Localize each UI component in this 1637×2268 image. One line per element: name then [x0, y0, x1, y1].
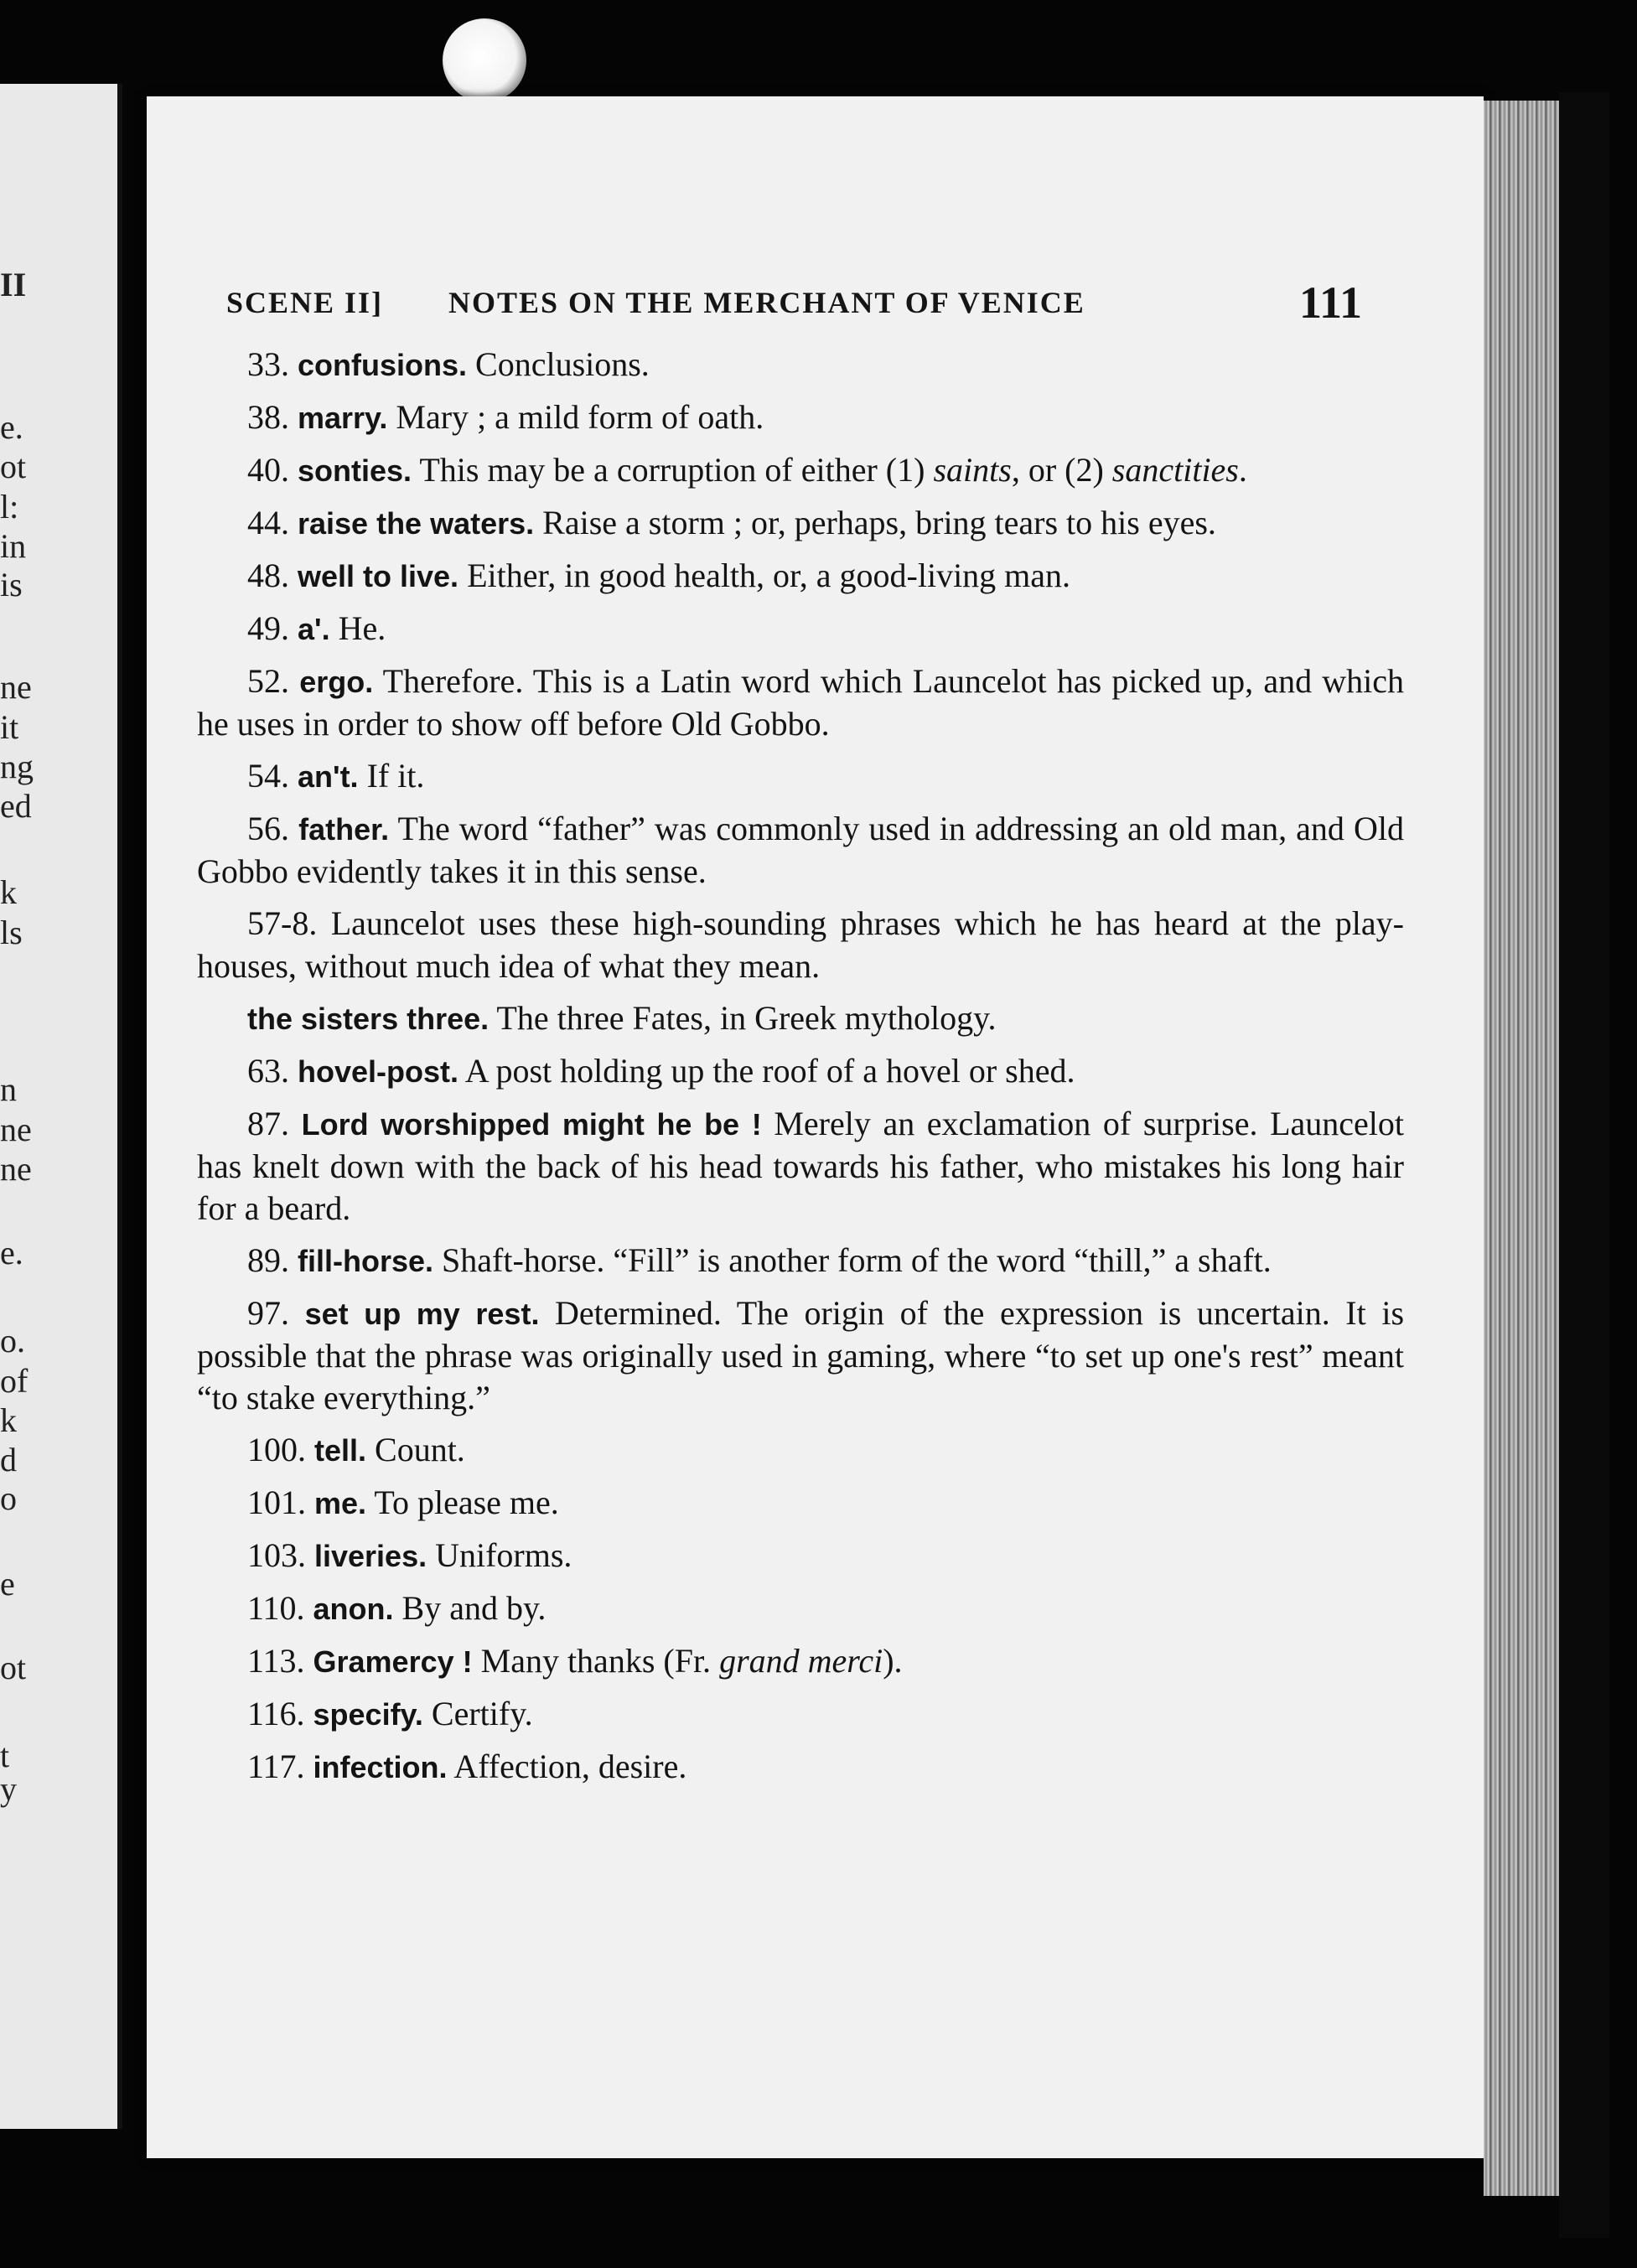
note-number: 38. — [247, 398, 289, 436]
left-fragment: k — [0, 1401, 17, 1439]
note-item — [197, 1587, 1404, 1630]
note-item — [197, 1240, 1404, 1282]
note-number: 113. — [247, 1642, 305, 1680]
note-text: Uniforms. — [427, 1536, 572, 1574]
left-fragment: ne — [0, 1150, 32, 1188]
note-italic: saints — [933, 451, 1012, 489]
note-term: specify. — [313, 1697, 423, 1732]
note-number: 97. — [247, 1294, 289, 1332]
note-term: fill-horse. — [298, 1244, 434, 1278]
note-text: Count. — [366, 1431, 465, 1468]
note-text: He. — [329, 609, 386, 647]
note-number: 116. — [247, 1695, 305, 1732]
left-fragment: ng — [0, 748, 34, 785]
note-text: Launcelot uses these high-sounding phrases which he has heard at the play-houses, without much idea of what they mean. — [197, 904, 1404, 985]
note-item — [197, 660, 1404, 745]
left-fragment: is — [0, 566, 23, 603]
note-term: Lord worshipped might he be ! — [301, 1107, 762, 1142]
page-tear-mark — [443, 18, 526, 102]
note-term: an't. — [298, 759, 359, 794]
note-item — [197, 997, 1404, 1040]
note-item — [197, 1746, 1404, 1789]
note-term: hovel-post. — [298, 1054, 459, 1089]
left-fragment: ne — [0, 1111, 32, 1148]
note-text: . — [1238, 451, 1247, 489]
running-header — [226, 277, 1442, 327]
left-fragment: ed — [0, 787, 32, 825]
note-item — [197, 502, 1404, 545]
note-number: 63. — [247, 1052, 289, 1090]
note-number: 33. — [247, 345, 289, 383]
note-text: , or (2) — [1011, 451, 1112, 489]
note-term: raise the waters. — [298, 506, 535, 541]
note-text: Many thanks (Fr. — [472, 1642, 720, 1680]
note-term: me. — [314, 1486, 367, 1520]
note-term: confusions. — [298, 348, 468, 382]
left-fragment: ne — [0, 668, 32, 706]
note-number: 101. — [247, 1484, 306, 1521]
page-number: 111 — [1299, 277, 1363, 328]
book-page — [147, 96, 1484, 2158]
left-fragment: e. — [0, 1234, 23, 1271]
note-term: Gramercy ! — [313, 1644, 473, 1679]
note-text: Conclusions. — [467, 345, 650, 383]
note-number: 49. — [247, 609, 289, 647]
note-text: The word “father” was commonly used in addressing an old man, and Old Gobbo evidently takes it in this sense. — [197, 810, 1404, 890]
note-number: 48. — [247, 557, 289, 594]
note-italic: sanctities — [1111, 451, 1239, 489]
note-number: 40. — [247, 451, 289, 489]
note-number: 117. — [247, 1748, 305, 1785]
note-text: Either, in good health, or, a good-living man. — [458, 557, 1071, 594]
note-item — [197, 1535, 1404, 1577]
previous-page-edge — [0, 84, 122, 2129]
note-item — [197, 1292, 1404, 1419]
note-number: 87. — [247, 1105, 289, 1142]
left-fragment: II — [0, 266, 27, 303]
note-term: tell. — [314, 1433, 367, 1468]
note-term: set up my rest. — [304, 1297, 540, 1331]
note-term: father. — [298, 812, 390, 847]
note-number: 54. — [247, 757, 289, 795]
note-item — [197, 449, 1404, 492]
note-text: A post holding up the roof of a hovel or shed. — [458, 1052, 1075, 1090]
note-number: 89. — [247, 1241, 289, 1279]
note-text: Affection, desire. — [447, 1748, 687, 1785]
note-text: To please me. — [366, 1484, 559, 1521]
note-term: well to live. — [298, 559, 459, 593]
note-item — [197, 1103, 1404, 1230]
note-item — [197, 903, 1404, 987]
note-term: infection. — [313, 1750, 448, 1784]
left-fragment: it — [0, 708, 19, 746]
note-term: liveries. — [314, 1539, 427, 1573]
note-text: By and by. — [393, 1589, 547, 1627]
note-term: sonties. — [298, 453, 412, 488]
note-item — [197, 1482, 1404, 1525]
note-item — [197, 555, 1404, 598]
note-item — [197, 344, 1404, 386]
note-text: Shaft-horse. “Fill” is another form of the word “thill,” a shaft. — [433, 1241, 1272, 1279]
note-text: Therefore. This is a Latin word which Launcelot has picked up, and which he uses in order to show off before Old Gobbo. — [197, 662, 1404, 743]
note-number: 57-8. — [247, 904, 318, 942]
left-fragment: t — [0, 1737, 10, 1774]
note-text: The three Fates, in Greek mythology. — [489, 999, 997, 1037]
note-item — [197, 1429, 1404, 1472]
note-item — [197, 808, 1404, 893]
left-fragment: e — [0, 1565, 15, 1603]
note-item — [197, 396, 1404, 439]
page-stack-edge — [1484, 101, 1559, 2196]
note-text: Merely an exclamation of surprise. Launcelot has knelt down with the back of his head towards his father, who mistakes his long hair for a beard. — [197, 1105, 1405, 1227]
left-fragment: e. — [0, 408, 23, 446]
notes-list — [197, 344, 1404, 1799]
note-term: a'. — [298, 612, 330, 646]
note-term: ergo. — [299, 665, 374, 699]
scene-label: SCENE II] — [226, 286, 384, 319]
note-item — [197, 755, 1404, 798]
note-term: marry. — [298, 401, 388, 435]
note-text: If it. — [358, 757, 425, 795]
note-term: anon. — [313, 1592, 394, 1626]
left-fragment: d — [0, 1441, 17, 1478]
left-fragment: of — [0, 1362, 28, 1400]
note-text: Mary ; a mild form of oath. — [387, 398, 764, 436]
note-item — [197, 1640, 1404, 1683]
note-text: Raise a storm ; or, perhaps, bring tears to his eyes. — [534, 504, 1216, 541]
note-number: 103. — [247, 1536, 306, 1574]
left-fragment: o — [0, 1479, 17, 1517]
left-fragment: y — [0, 1770, 17, 1808]
note-item — [197, 1693, 1404, 1736]
left-fragment: ot — [0, 448, 27, 485]
note-text: Determined. The origin of the expression is uncertain. It is possible that the phrase was originally used in gaming, where “to set up one's rest” meant “to stake everything.” — [197, 1294, 1405, 1416]
note-term: the sisters three. — [247, 1002, 490, 1036]
left-fragment: l: — [0, 488, 19, 526]
note-item — [197, 1050, 1404, 1093]
note-number: 52. — [247, 662, 289, 700]
left-fragment: o. — [0, 1322, 25, 1359]
left-fragment: ot — [0, 1649, 27, 1686]
left-fragment: in — [0, 527, 27, 565]
note-text: This may be a corruption of either (1) — [412, 451, 934, 489]
note-number: 100. — [247, 1431, 306, 1468]
note-text: Certify. — [422, 1695, 533, 1732]
left-fragment: k — [0, 873, 17, 911]
book-spine-shadow — [1559, 92, 1609, 2238]
note-number: 110. — [247, 1589, 305, 1627]
note-number: 44. — [247, 504, 289, 541]
left-fragment: n — [0, 1070, 17, 1108]
note-text: ). — [883, 1642, 903, 1680]
page-title: NOTES ON THE MERCHANT OF VENICE — [448, 286, 1085, 319]
note-item — [197, 608, 1404, 650]
note-italic: grand merci — [719, 1642, 883, 1680]
left-fragment: ls — [0, 914, 23, 951]
note-number: 56. — [247, 810, 289, 847]
